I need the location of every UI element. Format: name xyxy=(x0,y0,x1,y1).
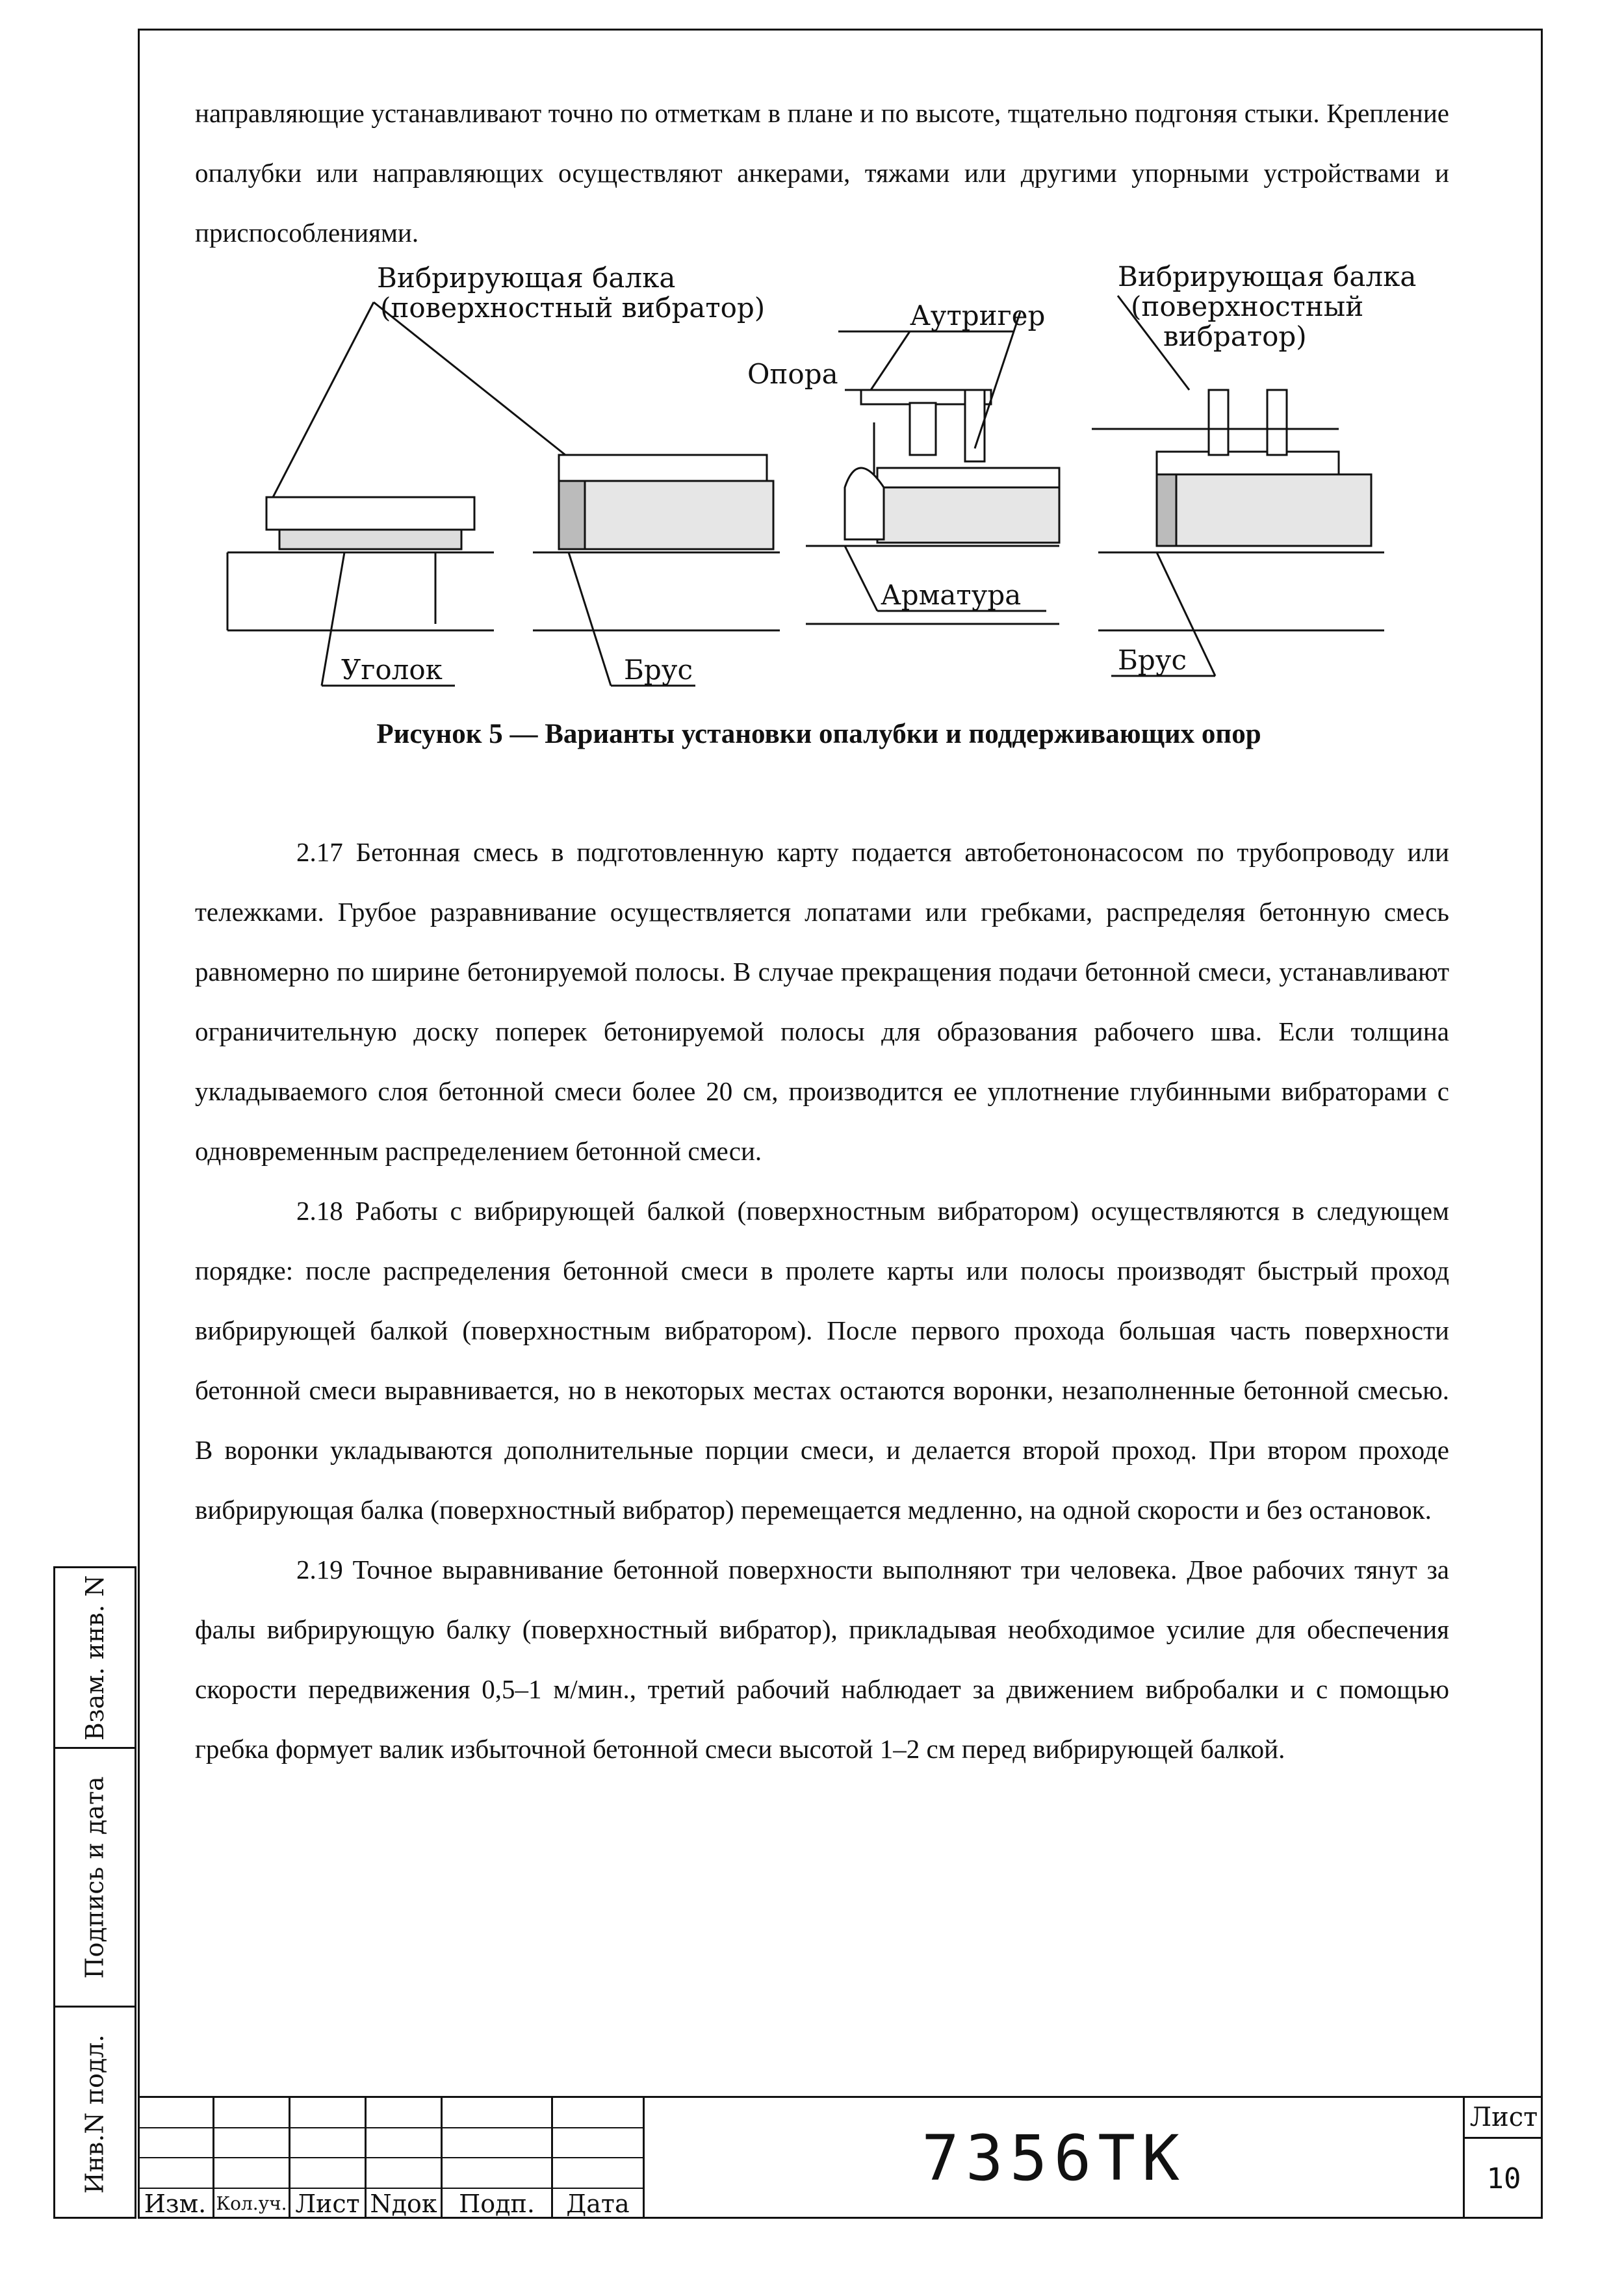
grid-cell xyxy=(553,2128,645,2159)
intro-text xyxy=(195,83,1449,263)
label-vibrating-beam-right-2: (поверхностный xyxy=(1131,291,1364,322)
grid-cell xyxy=(138,2128,214,2159)
side-label: Инв.N подл. xyxy=(81,2034,109,2194)
side-cell-signature-date xyxy=(55,1749,135,2008)
label-vibrating-beam-right-1: Вибрирующая балка xyxy=(1118,261,1417,292)
header-date: Дата xyxy=(553,2189,645,2219)
label-outrigger: Аутригер xyxy=(910,300,1046,331)
revision-grid xyxy=(138,2098,645,2219)
paragraph: 2.19 Точное выравнивание бетонной поверхности выполняют три человека. Двое рабочих тянут за фалы вибрирующую балку (поверхностный вибратор), прикладывая необходимое усилие для обеспечения скорости передвижения 0,5–1 м/мин., третий рабочий наблюдает за движением вибробалки и с помощью гребка формует валик избыточной бетонной смеси высотой 1–2 см перед вибрирующей балкой. xyxy=(195,1555,1449,1764)
figure-formwork xyxy=(195,260,1443,702)
grid-cell xyxy=(214,2128,290,2159)
grid-cell xyxy=(367,2158,443,2189)
label-beam-right: Брус xyxy=(1118,644,1187,676)
grid-cell xyxy=(214,2158,290,2189)
header-change: Изм. xyxy=(138,2189,214,2219)
grid-cell xyxy=(443,2128,553,2159)
side-label: Подпись и дата xyxy=(81,1776,110,1979)
paragraph: 2.17 Бетонная смесь в подготовленную карту подается автобетононасосом по трубопроводу или тележками. Грубое разравнивание осуществляется лопатами или гребками, распределяя бетонную смесь равномерно по ширине бетонируемой полосы. В случае прекращения подачи бетонной смеси, устанавливают ограничительную доску поперек бетонируемой полосы для образования рабочего шва. Если толщина укладываемого слоя бетонной смеси более 20 см, производится ее уплотнение глубинными вибраторами с одновременным распределением бетонной смеси. xyxy=(195,837,1449,1166)
grid-cell xyxy=(214,2098,290,2128)
label-beam-left: Брус xyxy=(624,654,693,686)
document-code: 7356ТК xyxy=(645,2098,1465,2219)
grid-cell xyxy=(553,2098,645,2128)
title-block xyxy=(138,2096,1543,2221)
body-text xyxy=(195,822,1449,1779)
label-rebar: Арматура xyxy=(881,579,1022,611)
sheet-number: 10 xyxy=(1486,2162,1521,2195)
paragraph: 2.18 Работы с вибрирующей балкой (поверхностным вибратором) осуществляются в следующем порядке: после распределения бетонной смеси в пролете карты или полосы производят быстрый проход вибрирующей балкой (поверхностным вибратором). После первого прохода большая часть поверхности бетонной смеси выравнивается, но в некоторых местах остаются воронки, незаполненные бетонной смесью. В воронки укладываются дополнительные порции смеси, и делается второй проход. При втором проходе вибрирующая балка (поверхностный вибратор) перемещается медленно, на одной скорости и без остановок. xyxy=(195,1196,1449,1525)
label-angle: Уголок xyxy=(341,654,443,686)
sheet-box xyxy=(1465,2098,1543,2219)
sheet-label: Лист xyxy=(1465,2098,1543,2139)
label-vibrating-beam-left-2: (поверхностный вибратор) xyxy=(380,292,766,324)
paragraph: направляющие устанавливают точно по отметкам в плане и по высоте, тщательно подгоняя стыки. Крепление опалубки или направляющих осуществляют анкерами, тяжами или другими упорными устройствами и приспособлениями. xyxy=(195,98,1449,248)
header-sheet: Лист xyxy=(290,2189,367,2219)
side-stamp xyxy=(53,1566,136,2219)
figure-drawing xyxy=(195,260,1443,702)
label-vibrating-beam-left-1: Вибрирующая балка xyxy=(377,262,676,294)
grid-cell xyxy=(138,2158,214,2189)
grid-cell xyxy=(367,2128,443,2159)
side-cell-inv-number xyxy=(55,2008,135,2221)
grid-cell xyxy=(138,2098,214,2128)
label-support: Опора xyxy=(747,358,838,390)
header-doc-number: Nдок xyxy=(367,2189,443,2219)
header-count: Кол.уч. xyxy=(214,2189,290,2219)
grid-cell xyxy=(290,2158,367,2189)
grid-cell xyxy=(290,2128,367,2159)
side-label: Взам. инв. N xyxy=(81,1575,110,1740)
grid-cell xyxy=(290,2098,367,2128)
figure-caption: Рисунок 5 — Варианты установки опалубки и поддерживающих опор xyxy=(376,719,1261,749)
grid-cell xyxy=(443,2098,553,2128)
grid-cell xyxy=(443,2158,553,2189)
side-cell-replaced-inv xyxy=(55,1568,135,1749)
label-vibrating-beam-right-3: вибратор) xyxy=(1163,320,1307,352)
grid-cell xyxy=(553,2158,645,2189)
header-signature: Подп. xyxy=(443,2189,553,2219)
grid-cell xyxy=(367,2098,443,2128)
